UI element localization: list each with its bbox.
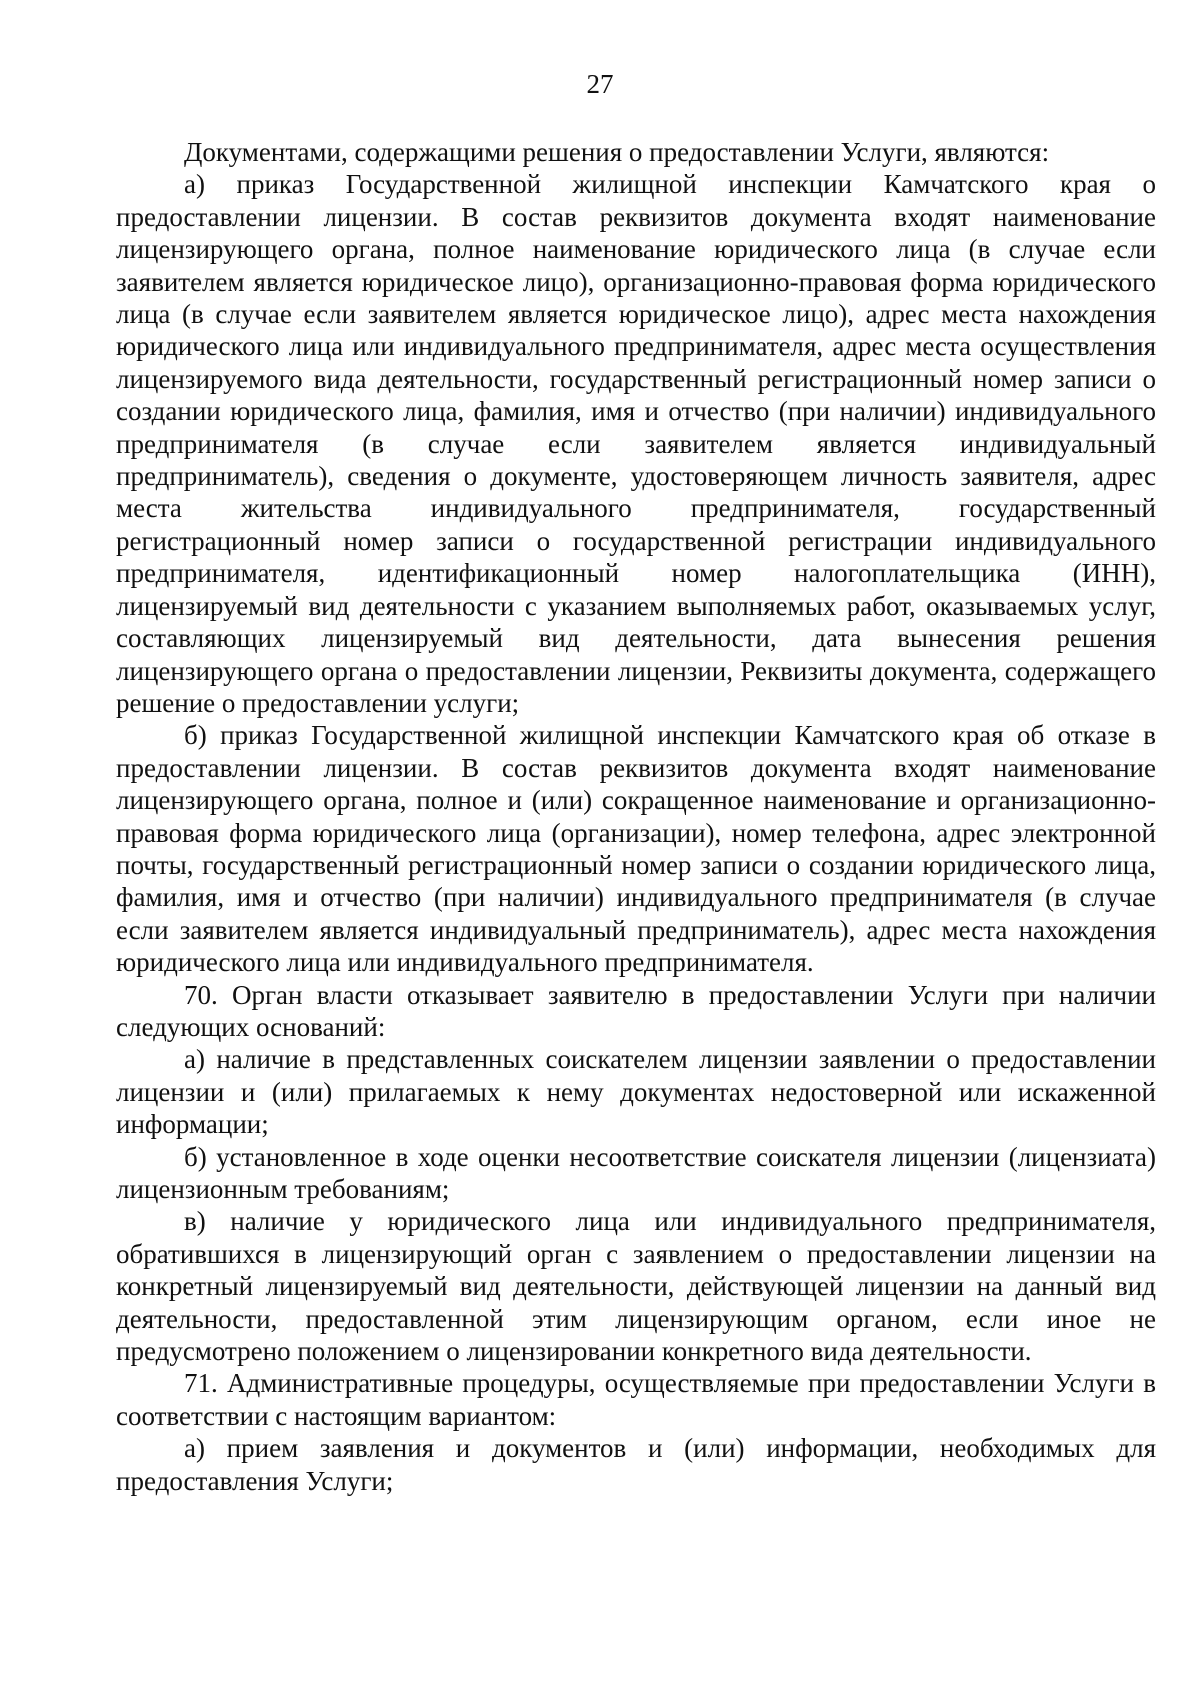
paragraph-item-a-license-order: а) приказ Государственной жилищной инспекции Камчатского края о предоставлении лицензии. В состав реквизитов документа входят наименование лицензирующего органа, полное наименование юридического лица (в случае если заявителем является юридическое лицо), организационно-правовая форма юридического лица (в случае если заявителем является юридическое лицо), адрес места нахождения юридического лица или индивидуального предпринимателя, адрес места осуществления лицензируемого вида деятельности, государственный регистрационный номер записи о создании юридического лица, фамилия, имя и отчество (при наличии) индивидуального предпринимателя (в случае если заявителем является индивидуальный предприниматель), сведения о документе, удостоверяющем личность заявителя, адрес места жительства индивидуального предпринимателя, государственный регистрационный номер записи о государственной регистрации индивидуального предпринимателя, идентификационный номер налогоплательщика (ИНН), лицензируемый вид деятельности с указанием выполняемых работ, оказываемых услуг, составляющих лицензируемый вид деятельности, дата вынесения решения лицензирующего органа о предоставлении лицензии, Реквизиты документа, содержащего решение о предоставлении услуги; <box>116 169 1156 718</box>
paragraph-clause-71: 71. Административные процедуры, осуществляемые при предоставлении Услуги в соответствии с настоящим вариантом: <box>116 1368 1156 1431</box>
paragraph-item-b-refusal-order: б) приказ Государственной жилищной инспекции Камчатского края об отказе в предоставлении лицензии. В состав реквизитов документа входят наименование лицензирующего органа, полное и (или) сокращенное наименование и организационно-правовая форма юридического лица (организации), номер телефона, адрес электронной почты, государственный регистрационный номер записи о создании юридического лица, фамилия, имя и отчество (при наличии) индивидуального предпринимателя (в случае если заявителем является индивидуальный предприниматель), адрес места нахождения юридического лица или индивидуального предпринимателя. <box>116 720 1156 978</box>
paragraph-decisions-intro: Документами, содержащими решения о предоставлении Услуги, являются: <box>184 137 1050 167</box>
paragraph-clause-70-a: а) наличие в представленных соискателем лицензии заявлении о предоставлении лицензии и (или) прилагаемых к нему документах недостоверной или искаженной информации; <box>116 1044 1156 1140</box>
paragraph-clause-70-c: в) наличие у юридического лица или индивидуального предпринимателя, обратившихся в лицензирующий орган с заявлением о предоставлении лицензии на конкретный лицензируемый вид деятельности, действующей лицензии на данный вид деятельности, предоставленной этим лицензирующим органом, если иное не предусмотрено положением о лицензировании конкретного вида деятельности. <box>116 1206 1156 1367</box>
paragraph-clause-70-b: б) установленное в ходе оценки несоответствие соискателя лицензии (лицензиата) лицензионным требованиям; <box>116 1141 1156 1204</box>
page-number: 27 <box>586 69 614 99</box>
paragraph-clause-71-a: а) прием заявления и документов и (или) информации, необходимых для предоставления Услуги; <box>116 1433 1156 1496</box>
document-body <box>116 136 1156 1497</box>
paragraph-clause-70: 70. Орган власти отказывает заявителю в предоставлении Услуги при наличии следующих оснований: <box>116 979 1156 1042</box>
